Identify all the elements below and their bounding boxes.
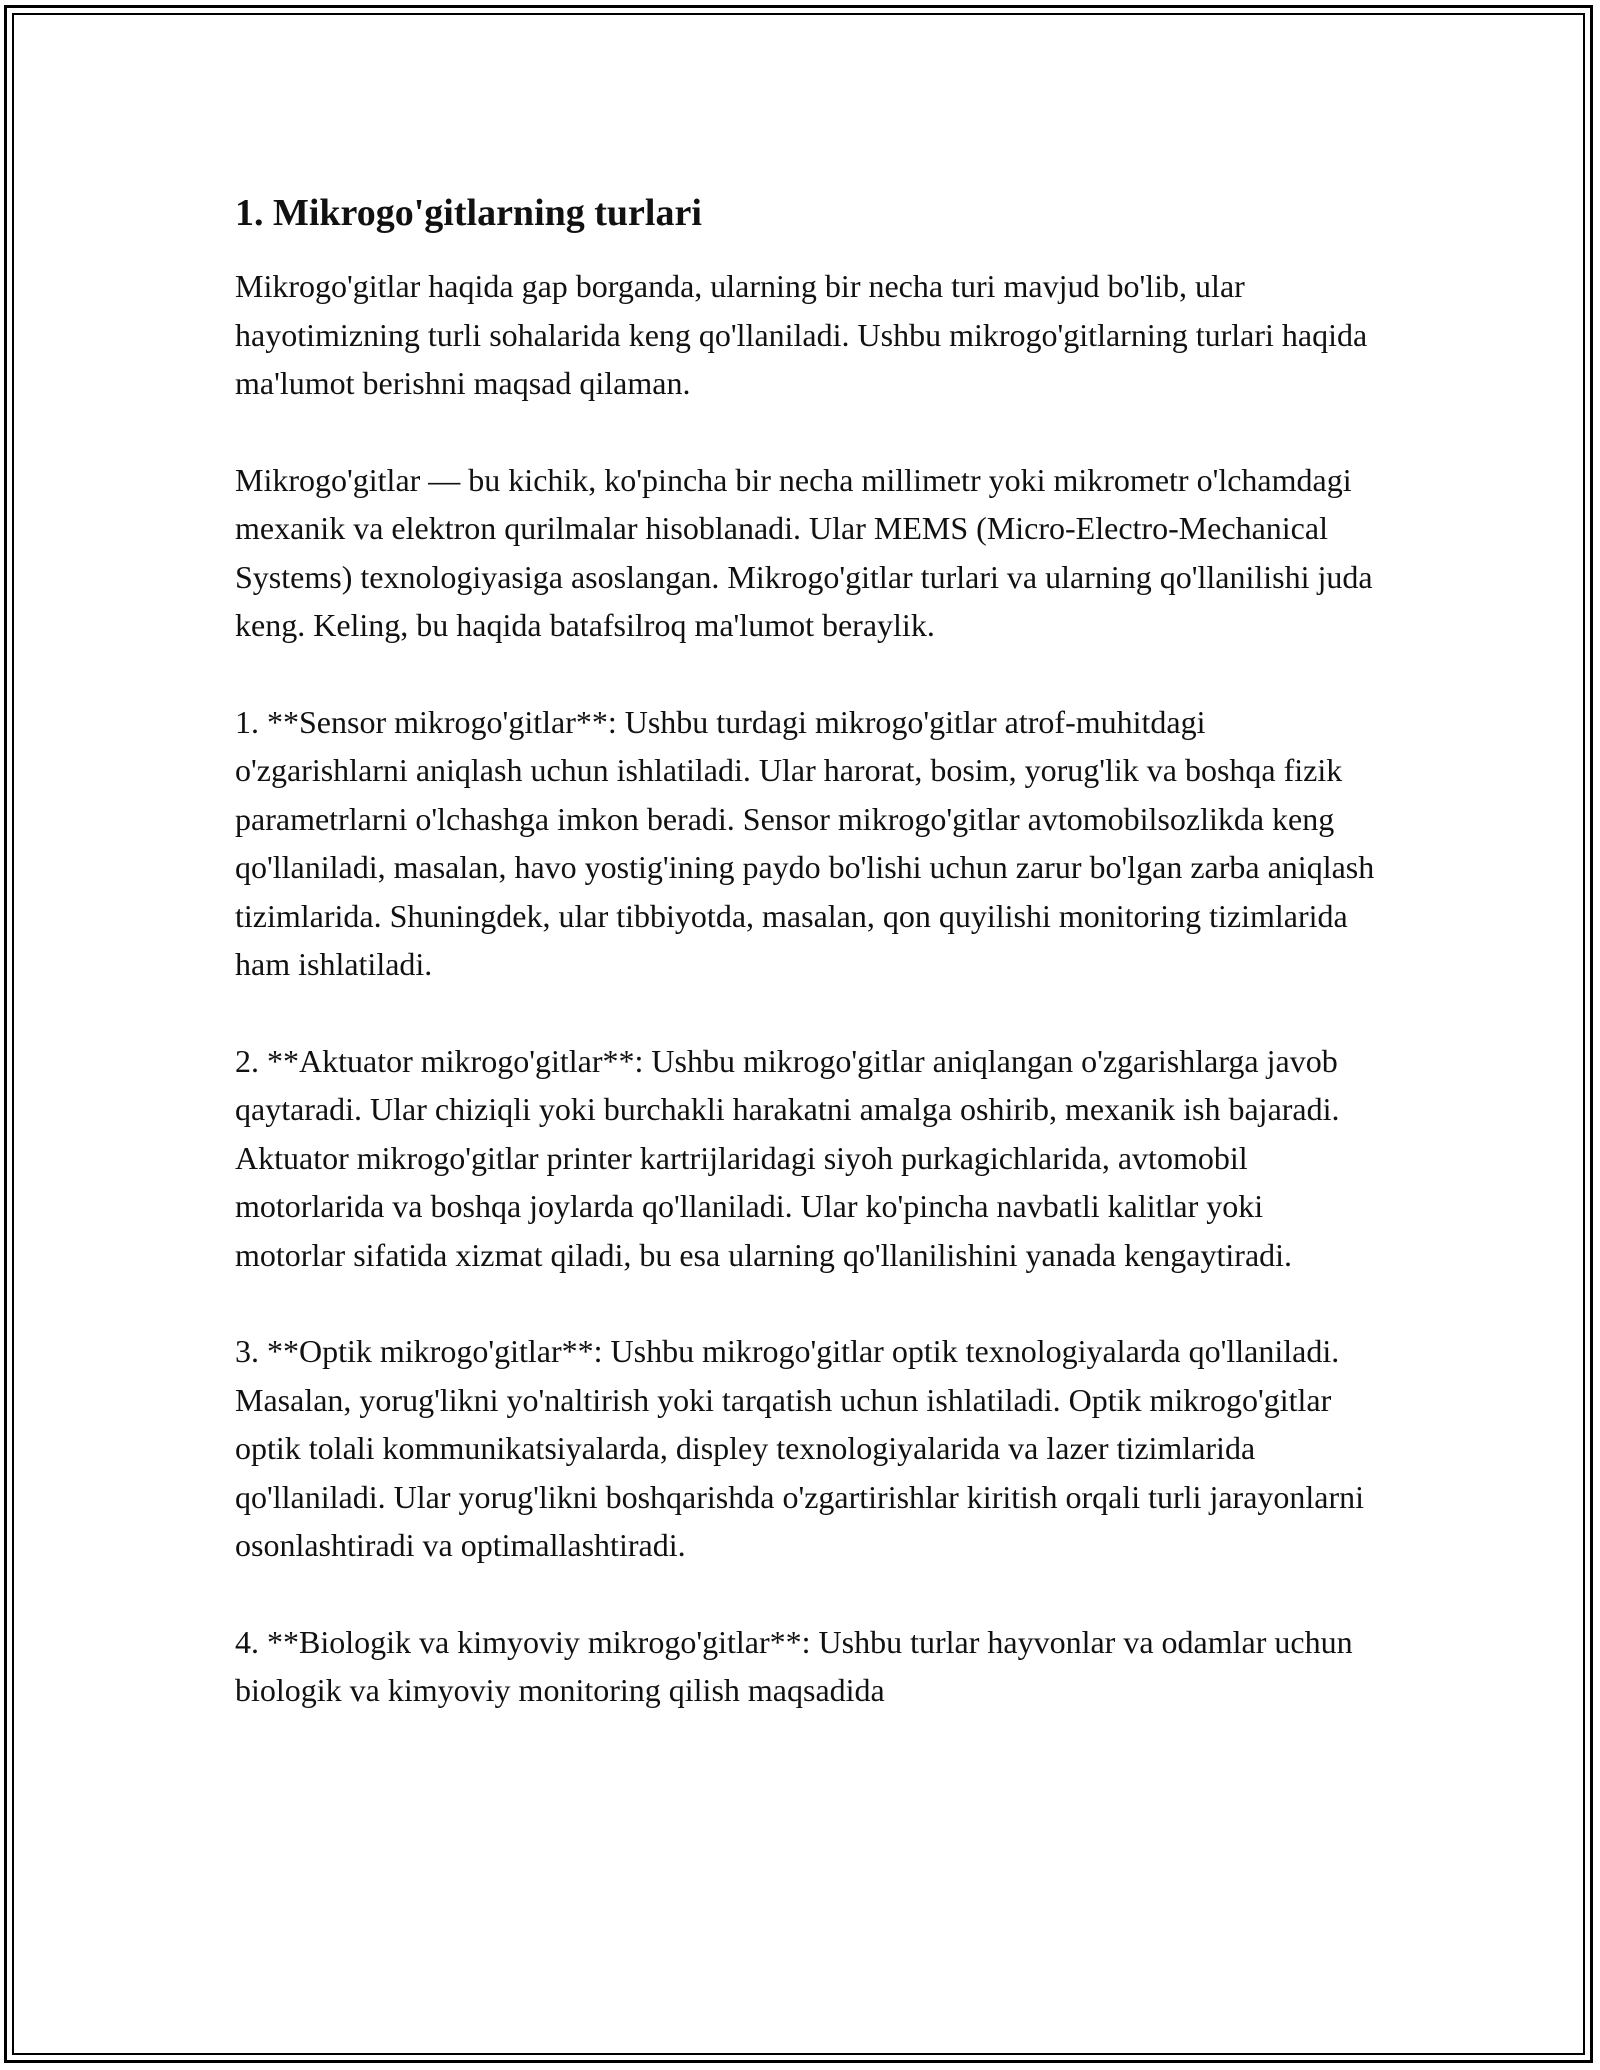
document-body <box>235 186 1375 1715</box>
paragraph-optical: 3. **Optik mikrogo'gitlar**: Ushbu mikrogo'gitlar optik texnologiyalarda qo'llaniladi. Masalan, yorug'likni yo'naltirish yoki tarqatish uchun ishlatiladi. Optik mikrogo'gitlar optik tolali kommunikatsiyalarda, displey texnologiyalarida va lazer tizimlarida qo'llaniladi. Ular yorug'likni boshqarishda o'zgartirishlar kiritish orqali turli jarayonlarni osonlashtiradi va optimallashtiradi. <box>235 1333 1365 1563</box>
paragraph-sensor: 1. **Sensor mikrogo'gitlar**: Ushbu turdagi mikrogo'gitlar atrof-muhitdagi o'zgarishlarni aniqlash uchun ishlatiladi. Ular harorat, bosim, yorug'lik va boshqa fizik parametrlarni o'lchashga imkon beradi. Sensor mikrogo'gitlar avtomobilsozlikda keng qo'llaniladi, masalan, havo yostig'ining paydo bo'lishi uchun zarur bo'lgan zarba aniqlash tizimlarida. Shuningdek, ular tibbiyotda, masalan, qon quyilishi monitoring tizimlarida ham ishlatiladi. <box>235 703 1375 982</box>
paragraph-intro: Mikrogo'gitlar haqida gap borganda, ularning bir necha turi mavjud bo'lib, ular hayotimizning turli sohalarida keng qo'llaniladi. Ushbu mikrogo'gitlarning turlari haqida ma'lumot berishni maqsad qilaman. <box>235 268 1368 401</box>
paragraph-biological: 4. **Biologik va kimyoviy mikrogo'gitlar**: Ushbu turlar hayvonlar va odamlar uchun biologik va kimyoviy monitoring qilish maqsadida <box>235 1623 1353 1708</box>
section-title: 1. Mikrogo'gitlarning turlari <box>235 192 702 234</box>
paragraph-definition: Mikrogo'gitlar — bu kichik, ko'pincha bir necha millimetr yoki mikrometr o'lchamdagi mexanik va elektron qurilmalar hisoblanadi. Ular MEMS (Micro-Electro-Mechanical Systems) texnologiyasiga asoslangan. Mikrogo'gitlar turlari va ularning qo'llanilishi juda keng. Keling, bu haqida batafsilroq ma'lumot beraylik. <box>235 461 1373 643</box>
paragraph-actuator: 2. **Aktuator mikrogo'gitlar**: Ushbu mikrogo'gitlar aniqlangan o'zgarishlarga javob qaytaradi. Ular chiziqli yoki burchakli harakatni amalga oshirib, mexanik ish bajaradi. Aktuator mikrogo'gitlar printer kartrijlaridagi siyoh purkagichlarida, avtomobil motorlarida va boshqa joylarda qo'llaniladi. Ular ko'pincha navbatli kalitlar yoki motorlar sifatida xizmat qiladi, bu esa ularning qo'llanilishini yanada kengaytiradi. <box>235 1042 1340 1273</box>
